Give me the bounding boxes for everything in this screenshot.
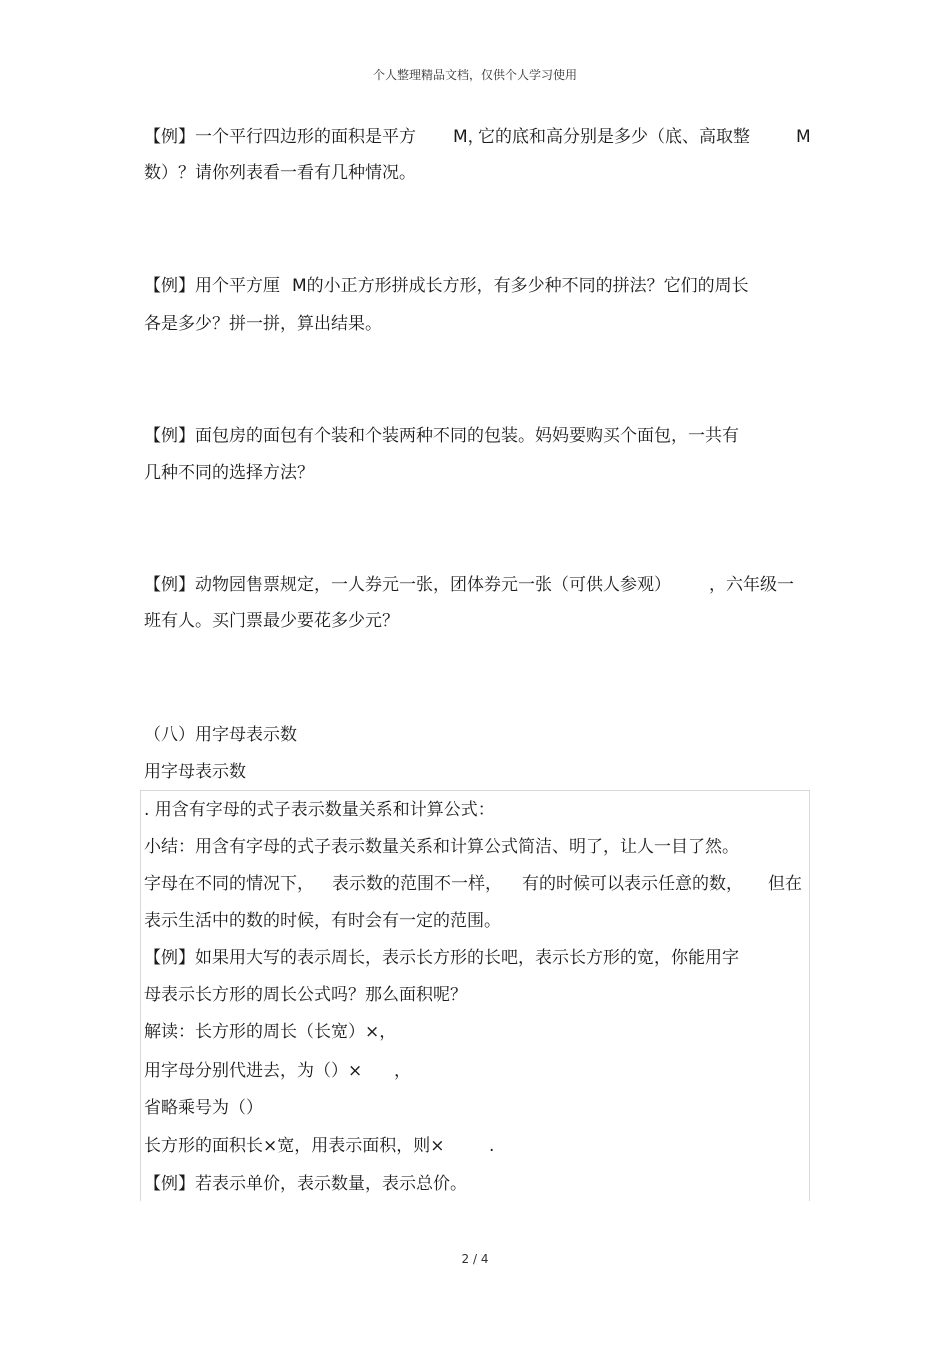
example-1-text-a: 【例】一个平行四边形的面积是平方 <box>144 127 416 147</box>
box-solution-line: 解读：长方形的周长（长宽）×， <box>144 1022 397 1042</box>
box-summary: 小结：用含有字母的式子表示数量关系和计算公式简洁、明了，让人一目了然。 <box>144 837 739 857</box>
box-substitution-b: ， <box>394 1061 411 1081</box>
box-line-3-a: 字母在不同的情况下， <box>144 874 314 894</box>
example-3-line-2: 几种不同的选择方法？ <box>144 463 314 483</box>
page-header: 个人整理精品文档，仅供个人学习使用 <box>372 68 577 82</box>
example-1-line-2: 数）？请你列表看一看有几种情况。 <box>144 163 416 183</box>
box-example-1-line-2: 母表示长方形的周长公式吗？那么面积呢？ <box>144 985 467 1005</box>
section-title: （八）用字母表示数 <box>144 725 297 745</box>
page-number: 2 / 4 <box>461 1252 489 1266</box>
example-2-text-a: 【例】用个平方厘 <box>144 276 280 296</box>
example-1-text-c: 它的底和高分别是多少（底、高取整 <box>478 127 750 147</box>
example-1-text-d: M <box>796 127 811 147</box>
box-area-b: . <box>489 1136 495 1156</box>
example-2-line-2: 各是多少？拼一拼，算出结果。 <box>144 314 382 334</box>
example-2-text-b: M的小正方形拼成长方形，有多少种不同的拼法？它们的周长 <box>292 276 749 296</box>
box-line-3-c: 有的时候可以表示任意的数， <box>522 874 743 894</box>
example-4-text-b: ，六年级一 <box>709 575 794 595</box>
box-line-3-d: 但在 <box>768 874 802 894</box>
box-line-3-b: 表示数的范围不一样， <box>332 874 502 894</box>
box-substitution-a: 用字母分别代进去，为（）× <box>144 1061 363 1081</box>
example-1-text-b: M， <box>453 127 485 147</box>
box-example-1-line-1: 【例】如果用大写的表示周长，表示长方形的长吧，表示长方形的宽，你能用字 <box>144 948 739 968</box>
box-example-2: 【例】若表示单价，表示数量，表示总价。 <box>144 1174 467 1194</box>
section-subtitle: 用字母表示数 <box>144 762 246 782</box>
box-line-4: 表示生活中的数的时候，有时会有一定的范围。 <box>144 911 501 931</box>
box-line-1: . 用含有字母的式子表示数量关系和计算公式： <box>144 800 495 820</box>
box-omit-sign-line: 省略乘号为（） <box>144 1098 263 1118</box>
example-4-line-2: 班有人。买门票最少要花多少元？ <box>144 611 399 631</box>
example-3-line-1: 【例】面包房的面包有个装和个装两种不同的包装。妈妈要购买个面包，一共有 <box>144 426 739 446</box>
box-area-a: 长方形的面积长×宽，用表示面积，则× <box>144 1136 445 1156</box>
example-4-text-a: 【例】动物园售票规定，一人券元一张，团体券元一张（可供人参观） <box>144 575 671 595</box>
